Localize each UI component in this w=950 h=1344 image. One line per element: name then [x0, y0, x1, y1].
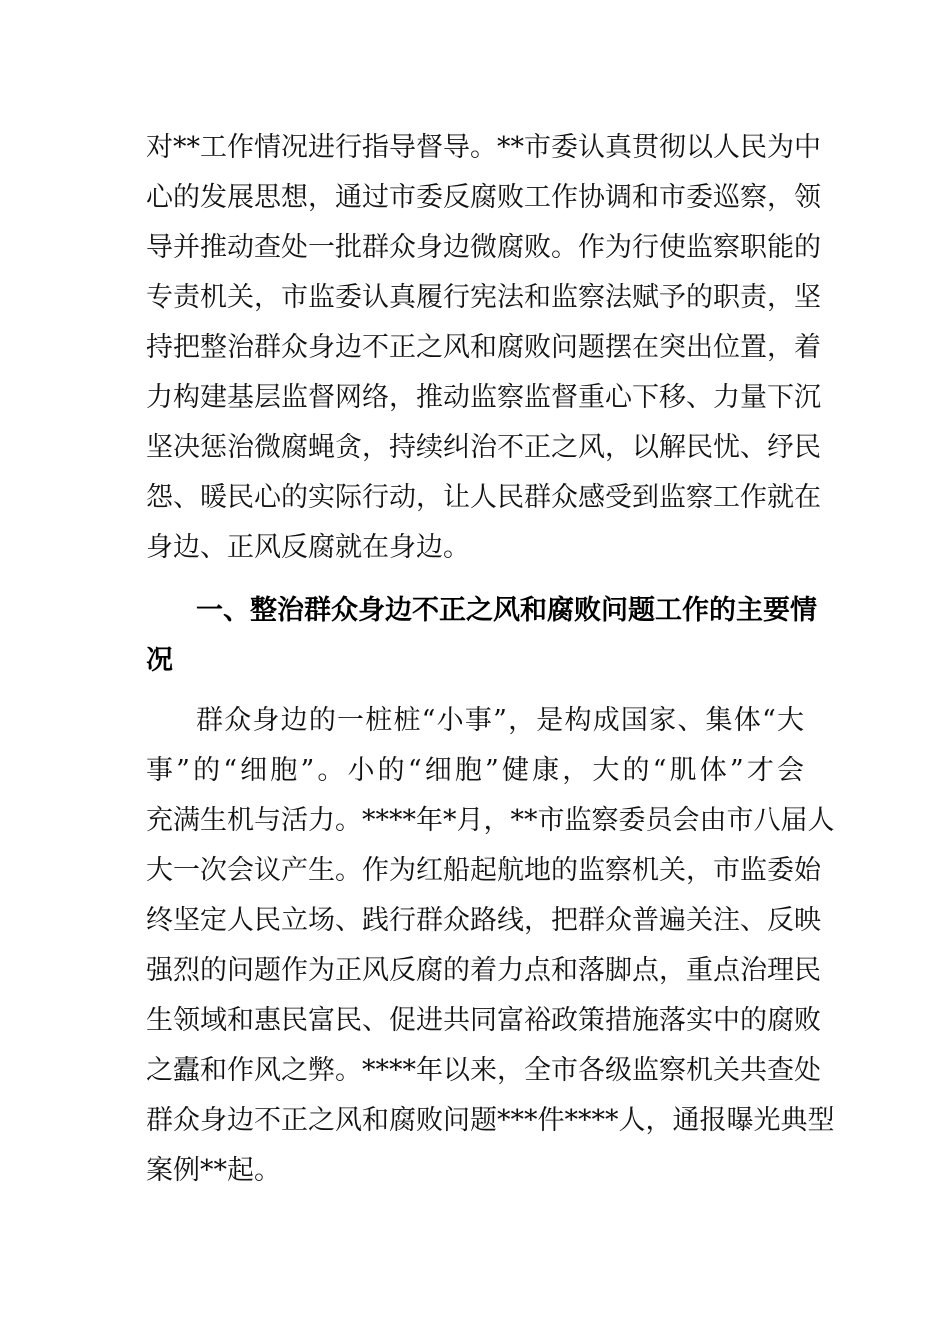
paragraph-2-line-2: 事”的“细胞”。小的“细胞”健康，大的“肌体”才会 — [146, 755, 804, 786]
paragraph-2-line-9: 群众身边不正之风和腐败问题***件****人，通报曝光典型 — [146, 1105, 835, 1136]
paragraph-1-line-6: 力构建基层监督网络，推动监察监督重心下移、力量下沉 — [146, 382, 821, 413]
paragraph-2-line-5: 终坚定人民立场、践行群众路线，把群众普遍关注、反映 — [146, 905, 821, 936]
paragraph-1-line-5: 持把整治群众身边不正之风和腐败问题摆在突出位置，着 — [146, 332, 821, 363]
paragraph-1-line-3: 导并推动查处一批群众身边微腐败。作为行使监察职能的 — [146, 232, 821, 263]
paragraph-1-line-9: 身边、正风反腐就在身边。 — [146, 532, 470, 563]
paragraph-2-line-1: 群众身边的一桩桩“小事”，是构成国家、集体“大 — [196, 705, 804, 736]
paragraph-1-line-7: 坚决惩治微腐蝇贪，持续纠治不正之风，以解民忧、纾民 — [146, 432, 821, 463]
section-heading-line-1: 一、整治群众身边不正之风和腐败问题工作的主要情 — [196, 595, 817, 626]
paragraph-2-line-6: 强烈的问题作为正风反腐的着力点和落脚点，重点治理民 — [146, 955, 821, 986]
paragraph-2-line-8: 之蠹和作风之弊。****年以来，全市各级监察机关共查处 — [146, 1055, 821, 1086]
paragraph-2-line-10: 案例**起。 — [146, 1155, 281, 1186]
paragraph-2-line-7: 生领域和惠民富民、促进共同富裕政策措施落实中的腐败 — [146, 1005, 821, 1036]
paragraph-2-line-4: 大一次会议产生。作为红船起航地的监察机关，市监委始 — [146, 855, 821, 886]
paragraph-1-line-1: 对**工作情况进行指导督导。**市委认真贯彻以人民为中 — [146, 132, 821, 163]
paragraph-1-line-8: 怨、暖民心的实际行动，让人民群众感受到监察工作就在 — [146, 482, 821, 513]
section-heading-line-2: 况 — [146, 645, 173, 676]
paragraph-2-line-3: 充满生机与活力。****年*月，**市监察委员会由市八届人 — [146, 805, 835, 836]
paragraph-1-line-4: 专责机关，市监委认真履行宪法和监察法赋予的职责，坚 — [146, 282, 821, 313]
paragraph-1-line-2: 心的发展思想，通过市委反腐败工作协调和市委巡察，领 — [146, 182, 821, 213]
